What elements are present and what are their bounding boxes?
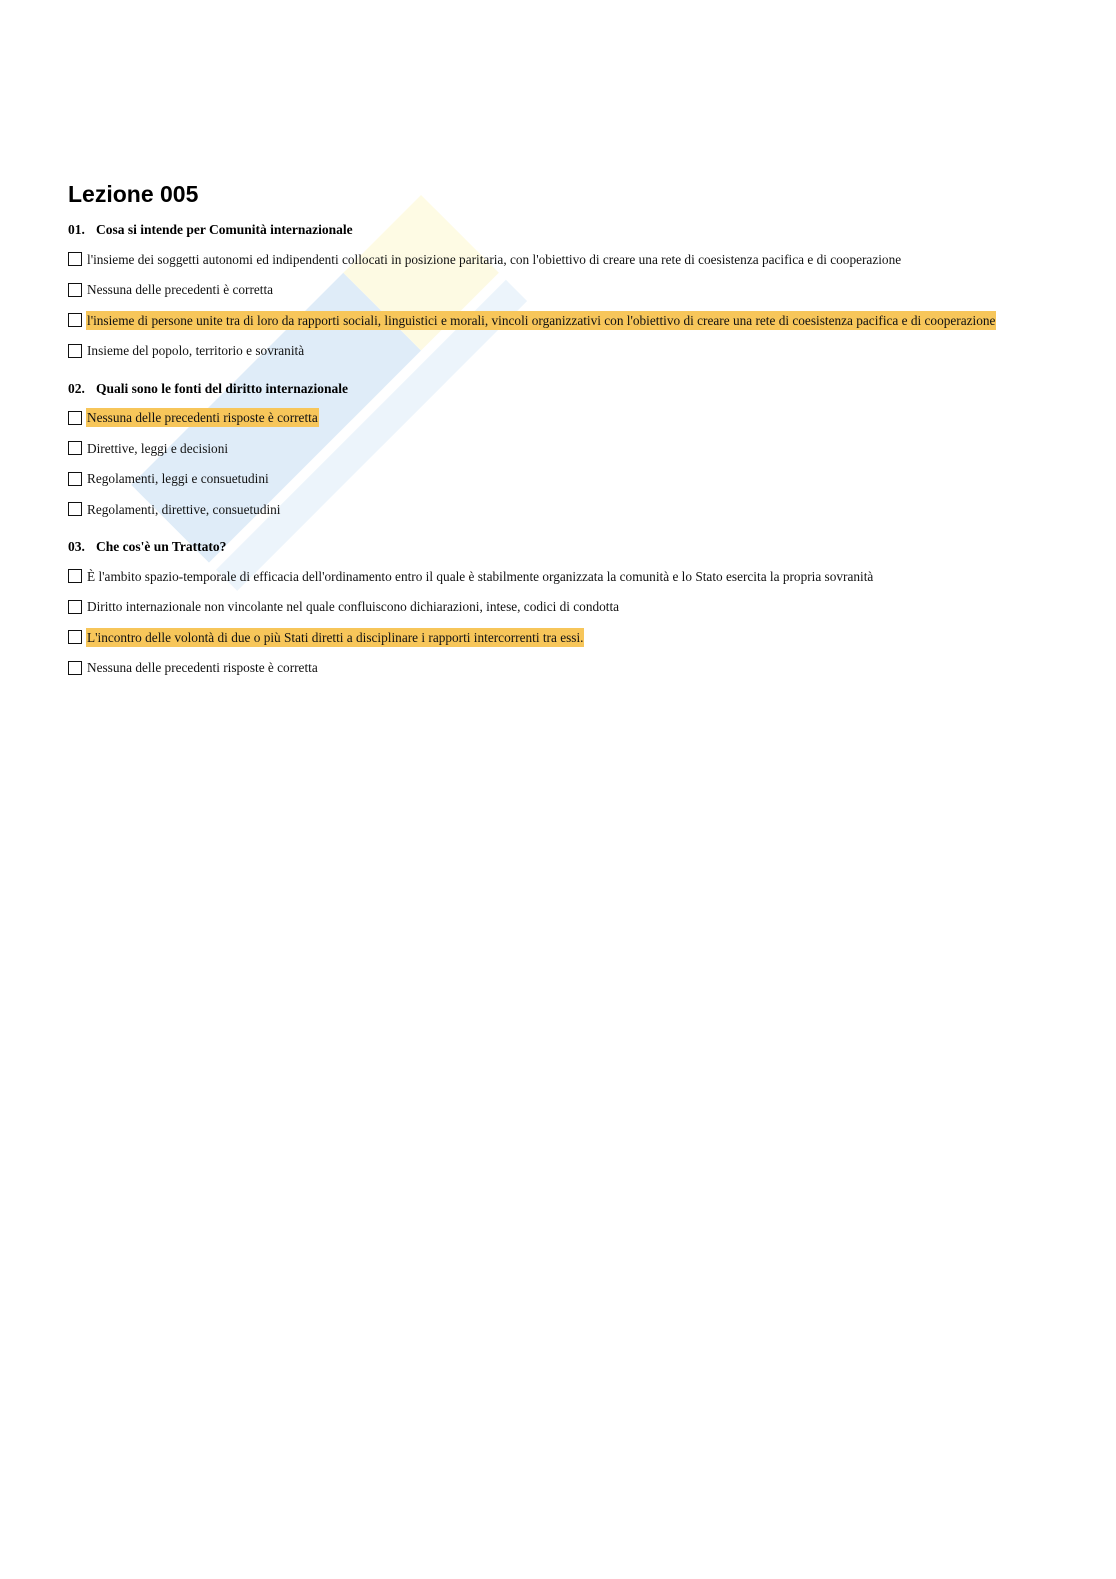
question-number: 02.: [68, 380, 85, 396]
answer-text: Nessuna delle precedenti è corretta: [87, 282, 274, 297]
question-heading: [68, 220, 1088, 240]
answer-option: [68, 438, 1088, 458]
answer-checkbox[interactable]: [68, 344, 82, 358]
question-text: Cosa si intende per Comunità internazionale: [96, 222, 353, 237]
question-3: [68, 537, 1088, 678]
question-heading: [68, 379, 1088, 399]
question-heading: [68, 537, 1088, 557]
answer-option: [68, 469, 1088, 489]
answer-checkbox[interactable]: [68, 252, 82, 266]
answer-text: Regolamenti, leggi e consuetudini: [87, 471, 269, 486]
question-number: 01.: [68, 222, 85, 237]
answer-checkbox[interactable]: [68, 502, 82, 516]
question-text: Che cos'è un Trattato?: [96, 539, 227, 554]
answer-option: [68, 341, 1088, 361]
answer-option: [68, 597, 1088, 617]
answer-checkbox[interactable]: [68, 661, 82, 675]
answer-option: [68, 658, 1088, 678]
answer-checkbox[interactable]: [68, 600, 82, 614]
question-text: Quali sono le fonti del diritto internazionale: [96, 380, 348, 396]
answer-option: [68, 280, 1088, 300]
answer-text: Regolamenti, direttive, consuetudini: [87, 501, 281, 517]
answer-text: l'insieme dei soggetti autonomi ed indipendenti collocati in posizione paritaria, con l'obiettivo di creare una rete di coesistenza pacifica e di cooperazione: [87, 251, 902, 267]
highlighted-answer-text: L'incontro delle volontà di due o più Stati diretti a disciplinare i rapporti intercorrenti tra essi.: [87, 629, 584, 645]
highlighted-answer-text: l'insieme di persone unite tra di loro da rapporti sociali, linguistici e morali, vincoli organizzativi con l'obiettivo di creare una rete di coesistenza pacifica e di cooperazione: [87, 312, 996, 328]
answer-checkbox[interactable]: [68, 472, 82, 486]
lesson-title: Lezione 005: [68, 181, 199, 207]
answer-checkbox[interactable]: [68, 569, 82, 583]
document-content: [68, 178, 1088, 678]
answer-text: È l'ambito spazio-temporale di efficacia dell'ordinamento entro il quale è stabilmente organizzata la comunità e lo Stato esercita la propria sovranità: [87, 568, 874, 584]
answer-checkbox[interactable]: [68, 441, 82, 455]
question-1: [68, 220, 1088, 361]
highlighted-answer-text: Nessuna delle precedenti risposte è corretta: [87, 410, 318, 425]
answer-option-correct: [68, 408, 1088, 428]
answer-checkbox[interactable]: [68, 630, 82, 644]
answer-checkbox[interactable]: [68, 411, 82, 425]
answer-option: [68, 566, 1088, 586]
answer-checkbox[interactable]: [68, 283, 82, 297]
question-number: 03.: [68, 539, 85, 554]
answer-text: Insieme del popolo, territorio e sovranità: [87, 343, 305, 358]
answer-text: Diritto internazionale non vincolante nel quale confluiscono dichiarazioni, intese, codici di condotta: [87, 599, 620, 614]
question-2: [68, 379, 1088, 520]
answer-text: Nessuna delle precedenti risposte è corretta: [87, 660, 318, 675]
answer-text: Direttive, leggi e decisioni: [87, 440, 229, 456]
answer-option: [68, 499, 1088, 519]
answer-option-correct: [68, 627, 1088, 647]
answer-option-correct: [68, 310, 1088, 330]
answer-option: [68, 249, 1088, 269]
answer-checkbox[interactable]: [68, 313, 82, 327]
